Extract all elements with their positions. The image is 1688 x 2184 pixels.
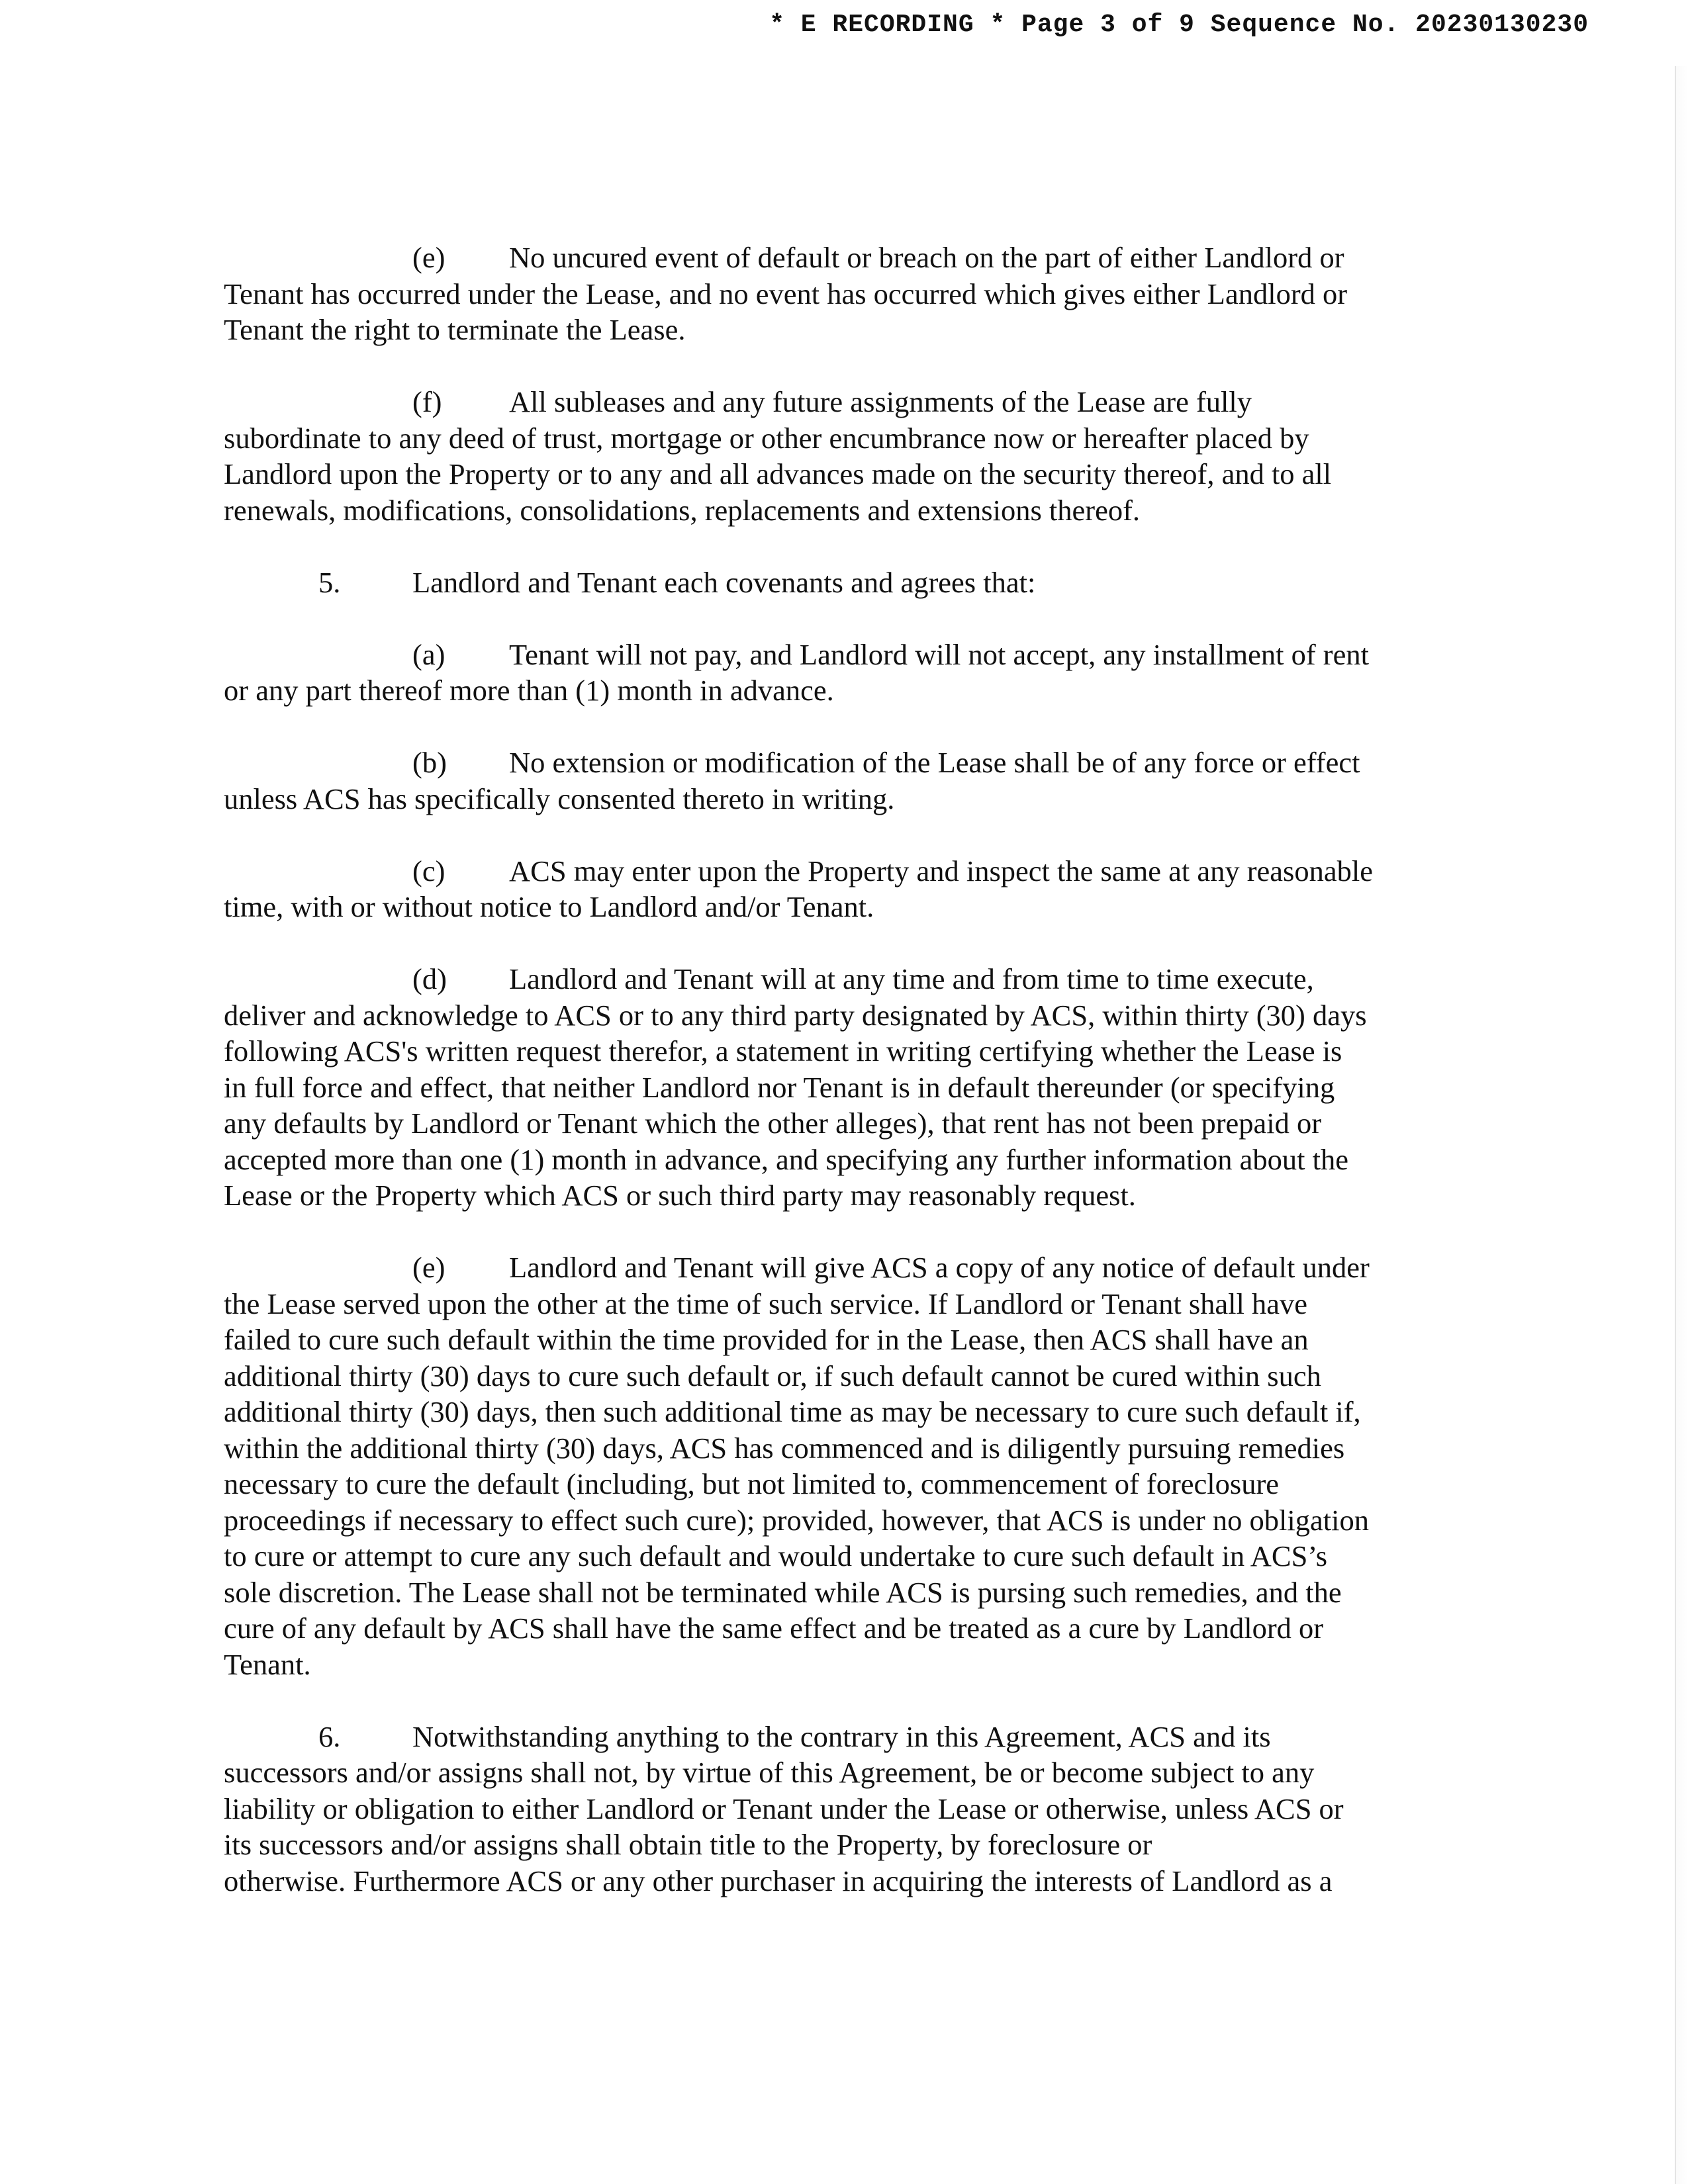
paragraph-line: Landlord upon the Property or to any and all advances made on the security thereof, and to all	[224, 457, 1332, 490]
paragraph-line: successors and/or assigns shall not, by virtue of this Agreement, be or become subject to any	[224, 1756, 1315, 1789]
paragraph-marker: (c)	[412, 854, 445, 887]
paragraph-line: 5. Landlord and Tenant each covenants and agrees that:	[224, 565, 1468, 601]
paragraph-line: proceedings if necessary to effect such cure); provided, however, that ACS is under no obligation	[224, 1503, 1369, 1537]
paragraph-5b	[224, 745, 1468, 817]
section-number: 5.	[318, 565, 341, 599]
paragraph-line: subordinate to any deed of trust, mortgage or other encumbrance now or hereafter placed by	[224, 421, 1309, 455]
paragraph-4e	[224, 240, 1468, 348]
paragraph-line: Lease or the Property which ACS or such third party may reasonably request.	[224, 1179, 1136, 1212]
paragraph-line: its successors and/or assigns shall obtain title to the Property, by foreclosure or	[224, 1828, 1152, 1861]
paragraph-marker: (e)	[412, 241, 445, 274]
paragraph-5c	[224, 853, 1468, 925]
document-body	[224, 240, 1468, 1899]
paragraph-line: (f) All subleases and any future assignments of the Lease are fully	[224, 384, 1468, 420]
paragraph-line: liability or obligation to either Landlord or Tenant under the Lease or otherwise, unless ACS or	[224, 1792, 1344, 1825]
paragraph-line: cure of any default by ACS shall have the same effect and be treated as a cure by Landlord or	[224, 1612, 1324, 1645]
paragraph-line: (e) No uncured event of default or breach on the part of either Landlord or	[224, 240, 1468, 276]
scan-edge-shadow	[1675, 66, 1688, 2184]
paragraph-marker: (b)	[412, 746, 447, 779]
paragraph-line: time, with or without notice to Landlord and/or Tenant.	[224, 890, 874, 923]
paragraph-marker: (e)	[412, 1251, 445, 1284]
paragraph-marker: (f)	[412, 385, 442, 418]
paragraph-4f	[224, 384, 1468, 528]
paragraph-line: within the additional thirty (30) days, ACS has commenced and is diligently pursuing remedies	[224, 1431, 1345, 1465]
paragraph-line: to cure or attempt to cure any such default and would undertake to cure such default in ACS’s	[224, 1539, 1328, 1572]
paragraph-line: renewals, modifications, consolidations, replacements and extensions thereof.	[224, 493, 1141, 527]
section-number: 6.	[318, 1719, 341, 1753]
paragraph-marker: (d)	[412, 962, 447, 995]
section-5	[224, 565, 1468, 601]
section-6	[224, 1719, 1468, 1899]
paragraph-line: following ACS's written request therefor, a statement in writing certifying whether the Lease is	[224, 1034, 1342, 1068]
paragraph-line: any defaults by Landlord or Tenant which the other alleges), that rent has not been prepaid or	[224, 1107, 1322, 1140]
paragraph-line: sole discretion. The Lease shall not be terminated while ACS is pursing such remedies, and the	[224, 1575, 1342, 1609]
paragraph-line: (a) Tenant will not pay, and Landlord will not accept, any installment of rent	[224, 637, 1468, 673]
paragraph-line: in full force and effect, that neither Landlord nor Tenant is in default thereunder (or specifying	[224, 1070, 1335, 1104]
paragraph-marker: (a)	[412, 637, 445, 671]
paragraph-5a	[224, 637, 1468, 709]
paragraph-line: failed to cure such default within the time provided for in the Lease, then ACS shall have an	[224, 1323, 1309, 1356]
paragraph-line: Tenant.	[224, 1647, 311, 1681]
paragraph-line: additional thirty (30) days to cure such default or, if such default cannot be cured within such	[224, 1359, 1321, 1392]
paragraph-line: the Lease served upon the other at the time of such service. If Landlord or Tenant shall have	[224, 1287, 1308, 1320]
paragraph-line: Tenant the right to terminate the Lease.	[224, 313, 686, 346]
paragraph-5d	[224, 961, 1468, 1214]
paragraph-line: Tenant has occurred under the Lease, and no event has occurred which gives either Landlord or	[224, 277, 1348, 310]
paragraph-line: 6. Notwithstanding anything to the contrary in this Agreement, ACS and its	[224, 1719, 1468, 1755]
paragraph-line: accepted more than one (1) month in advance, and specifying any further information about the	[224, 1142, 1349, 1176]
paragraph-line: necessary to cure the default (including, but not limited to, commencement of foreclosure	[224, 1467, 1280, 1500]
paragraph-line: (b) No extension or modification of the Lease shall be of any force or effect	[224, 745, 1468, 781]
paragraph-line: additional thirty (30) days, then such additional time as may be necessary to cure such default if,	[224, 1395, 1361, 1428]
recording-header: * E RECORDING * Page 3 of 9 Sequence No. 20230130230	[769, 11, 1589, 39]
paragraph-line: otherwise. Furthermore ACS or any other purchaser in acquiring the interests of Landlord as a	[224, 1864, 1333, 1897]
paragraph-line: (d) Landlord and Tenant will at any time and from time to time execute,	[224, 961, 1468, 997]
paragraph-line: (c) ACS may enter upon the Property and inspect the same at any reasonable	[224, 853, 1468, 889]
paragraph-line: deliver and acknowledge to ACS or to any third party designated by ACS, within thirty (30) days	[224, 998, 1367, 1032]
paragraph-line: (e) Landlord and Tenant will give ACS a copy of any notice of default under	[224, 1250, 1468, 1286]
paragraph-line: or any part thereof more than (1) month in advance.	[224, 674, 834, 707]
paragraph-5e	[224, 1250, 1468, 1682]
paragraph-line: unless ACS has specifically consented thereto in writing.	[224, 782, 895, 815]
